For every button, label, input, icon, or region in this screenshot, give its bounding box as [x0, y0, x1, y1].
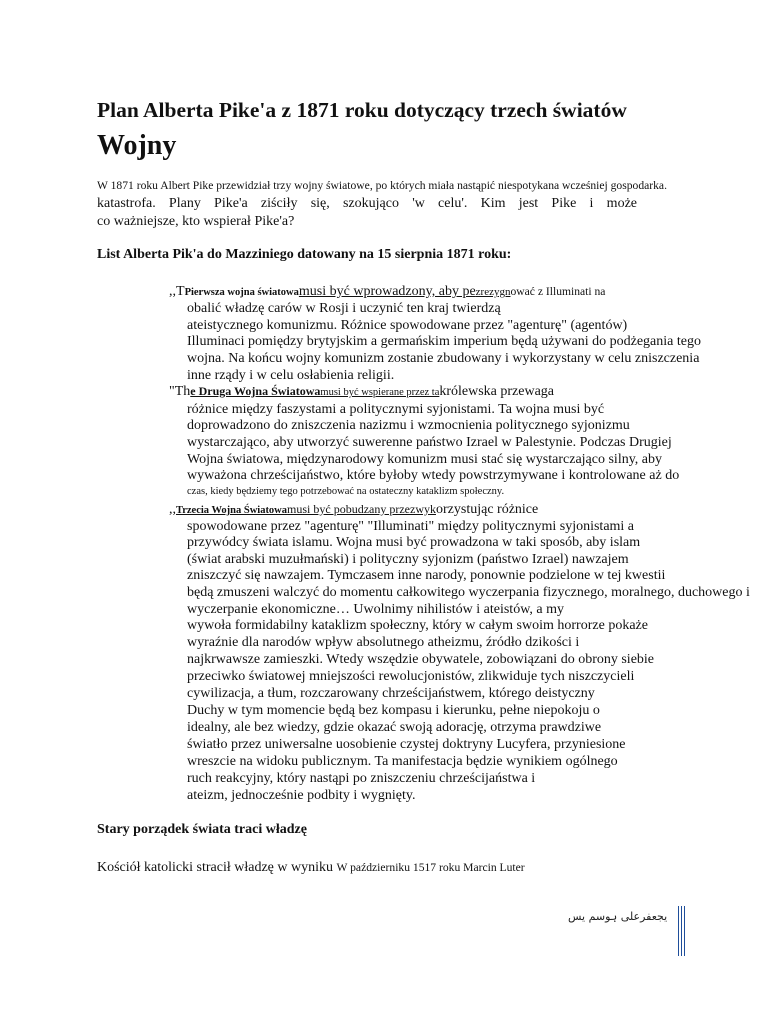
paragraph-line: przeciwko światowej mniejszości rewolucjonistów, zlikwiduje tych niszczycieli: [187, 669, 635, 684]
paragraph-line: idealny, ale bez wiedzy, gdzie okazać swoją adorację, otrzyma prawdziwe: [187, 720, 602, 735]
paragraph-line: spowodowane przez "agenturę" "Illuminati" między politycznymi syjonistami a: [187, 519, 635, 534]
paragraph-line: wyważona chrześcijaństwo, które byłoby wtedy powstrzymywane i kontrolowane aż do: [187, 468, 680, 483]
bullet-second-war: "The Druga Wojna Światowamusi być wspierane przez takrólewska przewaga: [169, 384, 555, 399]
document-title-continued: Wojny: [97, 130, 177, 161]
paragraph-line: przywódcy świata islamu. Wojna musi być prowadzona w taki sposób, aby islam: [187, 535, 641, 550]
document-title: Plan Alberta Pike'a z 1871 roku dotyczący trzech światów: [97, 98, 627, 122]
bullet-first-war: ,,TPierwsza wojna światowamusi być wprowadzony, aby pezrezygnować z Illuminati na: [169, 284, 606, 299]
vertical-rule: [678, 906, 679, 956]
paragraph-line: Wojna światowa, międzynarodowy komunizm musi stać się wystarczająco silny, aby: [187, 452, 663, 467]
intro-text-line-3: co ważniejsze, kto wspierał Pike'a?: [97, 214, 295, 229]
paragraph-line: wystarczająco, aby utworzyć suwerenne państwo Izrael w Palestynie. Podczas Drugiej: [187, 435, 672, 450]
paragraph-line-small: czas, kiedy będziemy tego potrzebować na ostateczny kataklizm społeczny.: [187, 486, 505, 497]
paragraph-line: inne rządy i w celu osłabienia religii.: [187, 368, 395, 383]
paragraph-line: Duchy w tym momencie będą bez kompasu i kierunku, pełne niepokoju o: [187, 703, 600, 718]
paragraph-line: najkrwawsze zamieszki. Wtedy wszędzie obywatele, zobowiązani do obrony siebie: [187, 652, 655, 667]
paragraph-line: cywilizacja, a tłum, rozczarowany chrześcijaństwem, którego deistyczny: [187, 686, 595, 701]
paragraph-line: (świat arabski muzułmański) i polityczny syjonizm (państwo Izrael) nawzajem: [187, 552, 629, 567]
paragraph-line: wyczerpanie ekonomiczne… Uwolnimy nihilistów i ateistów, a my: [187, 602, 565, 617]
paragraph-line: doprowadzono do zniszczenia nazizmu i wzmocnienia politycznego syjonizmu: [187, 418, 630, 433]
vertical-rule: [681, 906, 682, 956]
paragraph-line: wojna. Na końcu wojny komunizm zostanie zbudowany i wykorzystany w celu zniszczenia: [187, 351, 700, 366]
letter-heading: List Alberta Pik'a do Mazziniego datowany na 15 sierpnia 1871 roku:: [97, 247, 512, 262]
vertical-rule: [684, 906, 685, 956]
footer-vertical-rules: [678, 906, 688, 956]
second-war-label: e Druga Wojna Światowa: [190, 384, 321, 398]
intro-text-line-1: W 1871 roku Albert Pike przewidział trzy wojny światowe, po których miała nastąpić niespotykana wcześniej gospodarka.: [97, 179, 667, 192]
paragraph-line: wyraźnie dla narodów wpływ absolutnego atheizmu, źródło dzikości i: [187, 635, 580, 650]
first-war-label: Pierwsza wojna światowa: [184, 287, 299, 298]
paragraph-line: ateizm, jednocześnie podbity i wygnięty.: [187, 788, 416, 803]
paragraph-line: wywoła formidabilny kataklizm społeczny, który w całym swoim horrorze pokaże: [187, 618, 648, 633]
footer-signature: یجعفرعلی ہوسم یس: [568, 910, 668, 923]
paragraph-line: Illuminaci pomiędzy brytyjskim a germańskim imperium będą używani do podżegania tego: [187, 334, 701, 349]
paragraph-line: ruch reakcyjny, który nastąpi po zniszczeniu chrześcijaństwa i: [187, 771, 536, 786]
paragraph-line: różnice między faszystami a politycznymi syjonistami. Ta wojna musi być: [187, 402, 605, 417]
third-war-label: Trzecia Wojna Światowa: [176, 505, 288, 516]
paragraph-line: ateistycznego komunizmu. Różnice spowodowane przez "agenturę" (agentów): [187, 318, 628, 333]
paragraph-line: będą zmuszeni walczyć do momentu całkowitego wyczerpania fizycznego, moralnego, duchowego i: [187, 585, 750, 600]
paragraph-line: wreszcie na widoku publicznym. Ta manifestacja będzie wynikiem ogólnego: [187, 754, 618, 769]
closing-line: Kościół katolicki stracił władzę w wyniku W październiku 1517 roku Marcin Luter: [97, 860, 525, 875]
section-heading: Stary porządek świata traci władzę: [97, 822, 307, 837]
paragraph-line: zniszczyć się nawzajem. Tymczasem inne narody, ponownie podzielone w tej kwestii: [187, 568, 666, 583]
paragraph-line: obalić władzę carów w Rosji i uczynić ten kraj twierdzą: [187, 301, 501, 316]
paragraph-line: światło przez uniwersalne uosobienie czystej doktryny Lucyfera, przyniesione: [187, 737, 626, 752]
intro-text-line-2: katastrofa. Plany Pike'a ziściły się, szokująco 'w celu'. Kim jest Pike i może: [97, 196, 637, 211]
bullet-third-war: ,,Trzecia Wojna Światowamusi być pobudzany przezwykorzystując różnice: [169, 502, 539, 517]
